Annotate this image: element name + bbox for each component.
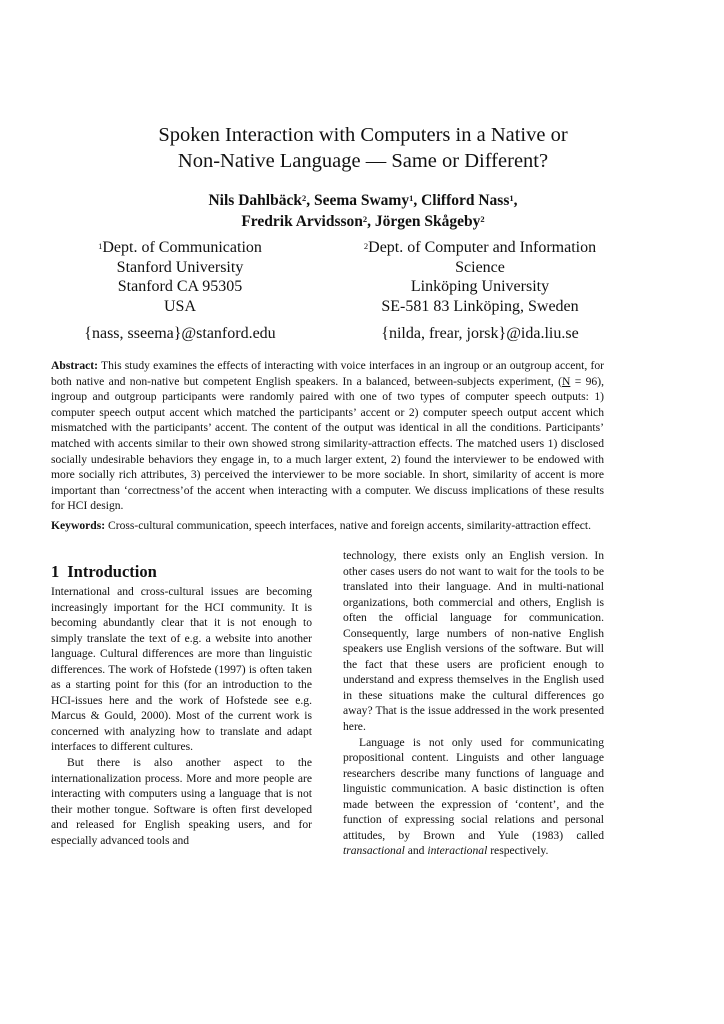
paragraph: But there is also another aspect to the internationalization process. More and more people are interacting with computers using a language that is not their mother tongue. Software is often first developed and released for English speaking users, and for especially advanced tools and <box>51 756 312 847</box>
affiliation-stanford <box>70 238 290 344</box>
author-name: Seema Swamy <box>313 192 410 209</box>
author-affiliation-mark: 1 <box>509 193 514 203</box>
author-affiliation-mark: 1 <box>409 193 414 203</box>
author-line-2 <box>40 211 686 232</box>
paragraph: technology, there exists only an English version. In other cases users do not want to wait for the tools to be translated into their language. And in multi-national organizations, both commercial and others, English is often the official language for communication. Consequently, large numbers of non-native English speakers use English versions of the software. But will the fact that these users are proficient enough to understand and express themselves in the English used in these situations make the cultural differences go away? That is the issue addressed in the work presented here. <box>343 549 604 734</box>
keywords-label: Keywords: <box>51 519 106 532</box>
affiliation-line: Stanford University <box>116 258 244 276</box>
term-interactional: interactional <box>427 844 488 858</box>
author-separator: , <box>367 213 375 230</box>
affiliation-mark: 1 <box>98 241 103 251</box>
author-separator: , <box>306 192 314 209</box>
affiliation-linkoping <box>340 238 620 344</box>
affiliation-email: {nilda, frear, jorsk}@ida.liu.se <box>381 325 579 342</box>
left-column <box>51 562 312 848</box>
author-affiliation-mark: 2 <box>301 193 307 203</box>
affiliation-email: {nass, sseema}@stanford.edu <box>84 325 276 342</box>
title-line-1: Spoken Interaction with Computers in a Native or <box>158 124 568 146</box>
author-name: Fredrik Arvidsson <box>241 213 363 230</box>
affiliation-line: SE-581 83 Linköping, Sweden <box>381 297 579 315</box>
section-number: 1 <box>51 562 60 581</box>
paragraph: International and cross-cultural issues are becoming increasingly important for the HCI community. It is becoming abundantly clear that it is not enough to simply translate the text of e.g. a website into another language. Cultural differences are more than linguistic differences. The work of Hofstede (1997) is often taken as a starting point for this (for an introduction to the HCI-issues here and the work of Hofstede see e.g. Marcus & Gould, 2000). Most of the current work is concerned with analyzing how to translate and adapt interfaces to different cultures. <box>51 585 312 754</box>
keywords-text: Cross-cultural communication, speech interfaces, native and foreign accents, similarity-attraction effect. <box>105 519 591 532</box>
keywords <box>51 518 604 534</box>
abstract-text-part: = 96), ingroup and outgroup participants were randomly paired with one of two types of computer speech outputs: 1) computer speech output accent which matched the participants’ accent or 2) computer speech output accent which mismatched with the participants’ accent. The content of the output was identical in all the conditions. Participants’ matched with accents similar to their own showed strong similarity-attraction effects. The matched users 1) disclosed socially undesirable behaviors they engage in, to a much larger extent, 2) found the interviewer to be endowed with more socially rich attributes, 3) perceived the interviewer to be more sociable. In short, similarity of accent is more important than ‘correctness’of the accent when interacting with a computer. We discuss implications of these results for HCI design. <box>51 374 604 513</box>
paper-title <box>50 122 676 174</box>
affiliation-line <box>70 238 290 258</box>
abstract-text-part: This study examines the effects of interacting with voice interfaces in an ingroup or an outgroup accent, for both native and non-native but competent English speakers. In a balanced, between-subjects experiment, ( <box>51 359 604 388</box>
affiliation-department: Dept. of Computer and Information <box>368 239 597 256</box>
paragraph-text: and <box>404 844 428 858</box>
author-affiliation-mark: 2 <box>480 214 485 224</box>
paragraph-text: respectively. <box>487 844 549 858</box>
right-column <box>343 548 604 859</box>
abstract <box>51 358 604 514</box>
section-title: Introduction <box>67 562 157 581</box>
author-name: Nils Dahlbäck <box>208 192 302 209</box>
author-line-1 <box>40 190 686 211</box>
paragraph <box>343 735 604 859</box>
title-line-2: Non-Native Language — Same or Different? <box>177 150 549 172</box>
paragraph-text: Language is not only used for communicating propositional content. Linguists and other language researchers describe many functions of language and linguistic communication. A basic distinction is often made between the expression of ‘content’, and the function of expressing social relations and personal attitudes, by Brown and Yule (1983) called <box>343 735 604 842</box>
author-affiliation-mark: 2 <box>362 214 368 224</box>
section-heading <box>51 562 312 582</box>
author-list <box>40 190 686 232</box>
affiliation-line: USA <box>163 297 196 315</box>
author-separator: , <box>513 192 518 209</box>
author-separator: , <box>413 192 422 209</box>
sample-size-symbol: N <box>561 374 571 388</box>
author-name: Jörgen Skågeby <box>374 213 481 230</box>
affiliation-line: Science <box>455 258 505 276</box>
affiliation-line <box>340 238 620 258</box>
term-transactional: transactional <box>343 844 405 858</box>
affiliation-line: Linköping University <box>410 278 550 295</box>
author-name: Clifford Nass <box>421 192 510 209</box>
abstract-label: Abstract: <box>51 359 99 372</box>
affiliation-department: Dept. of Communication <box>102 239 262 256</box>
affiliation-mark: 2 <box>363 241 369 251</box>
affiliation-line: Stanford CA 95305 <box>117 278 243 295</box>
